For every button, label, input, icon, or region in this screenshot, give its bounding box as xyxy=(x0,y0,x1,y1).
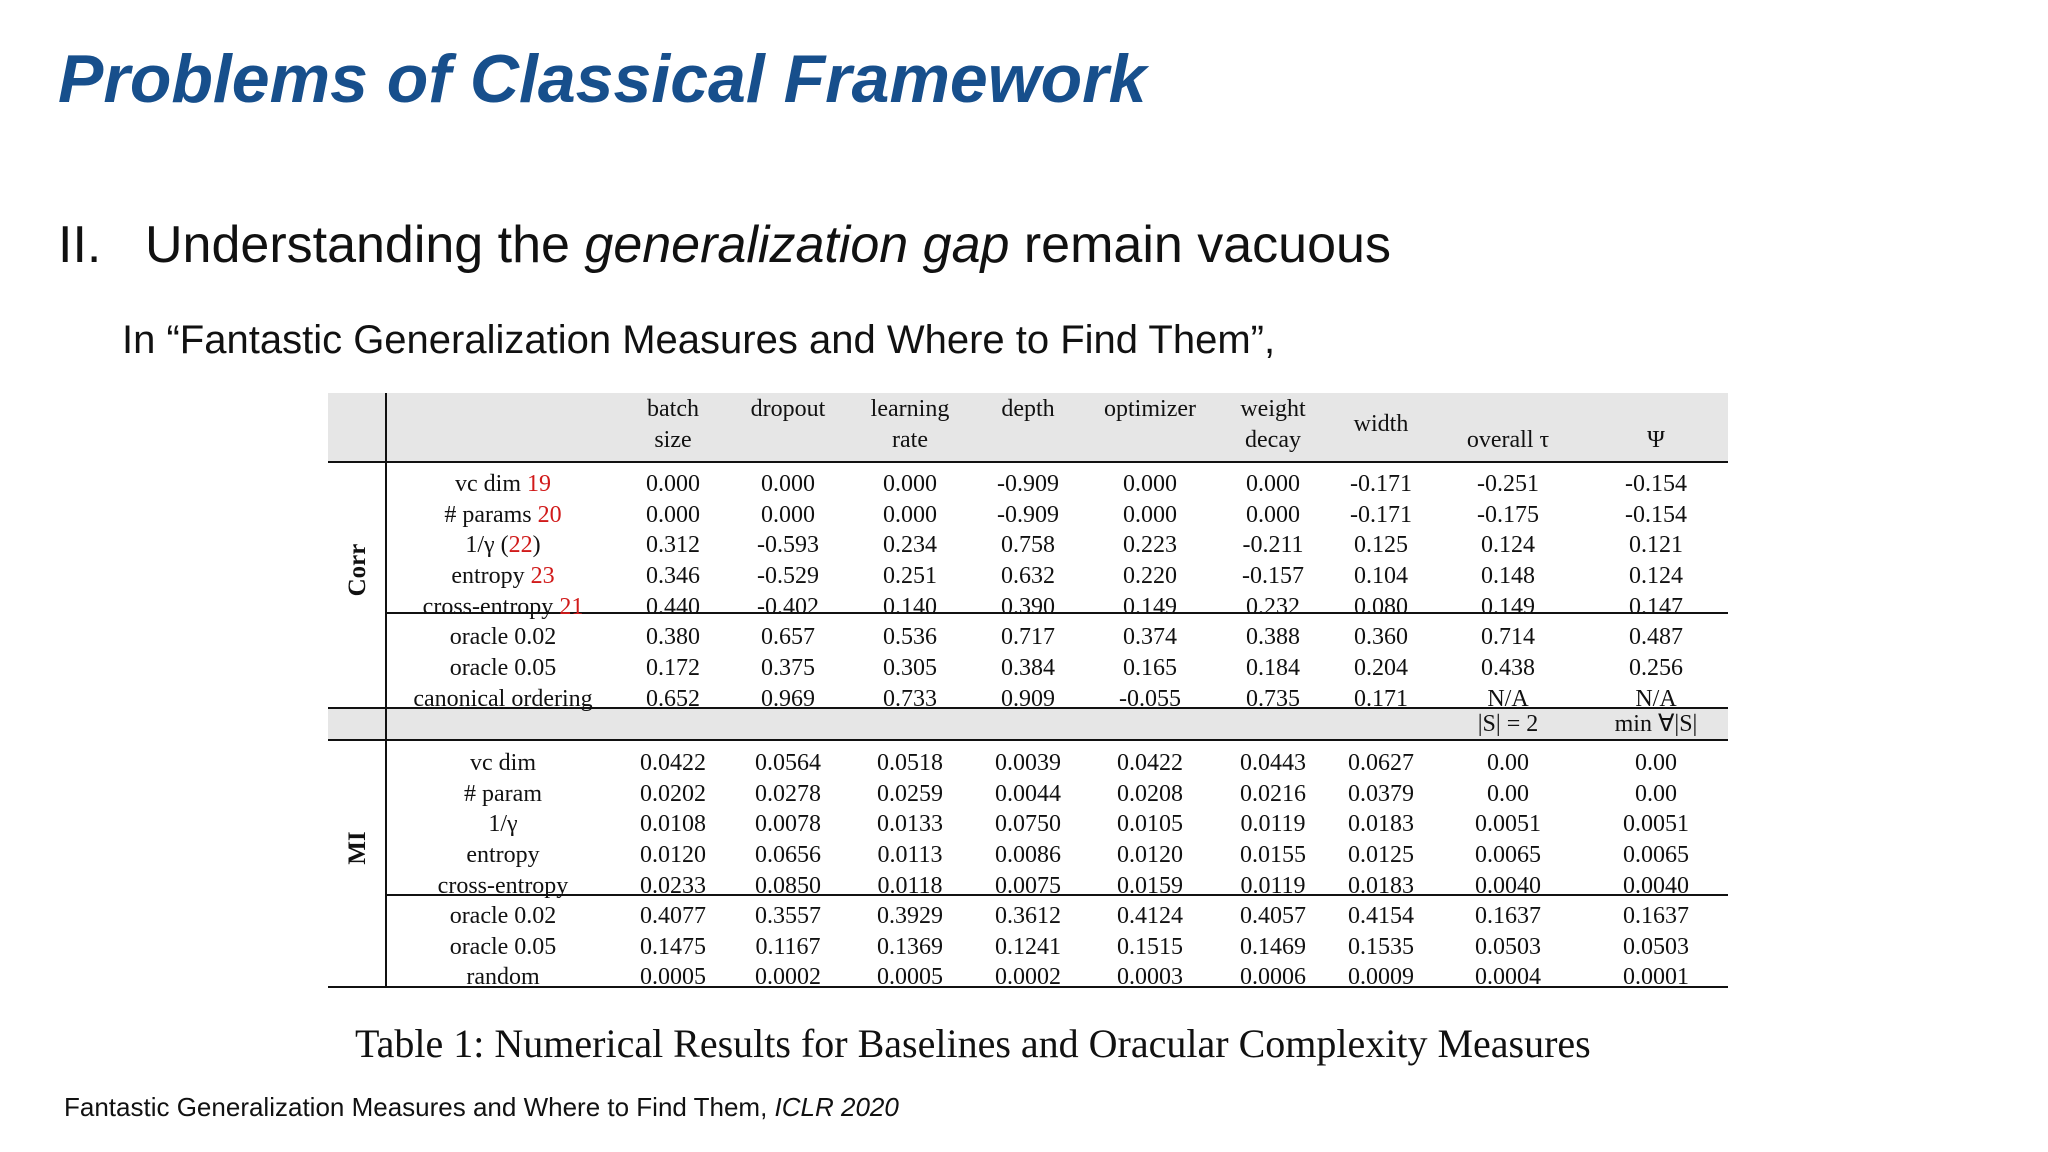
table-cell: 0.733 xyxy=(883,686,937,712)
table-cell: 0.0108 xyxy=(640,811,706,837)
table-cell: 0.305 xyxy=(883,655,937,681)
table-cell: 0.0006 xyxy=(1240,964,1306,990)
table-cell: 0.0627 xyxy=(1348,750,1414,776)
table-cell: 0.0040 xyxy=(1623,873,1689,899)
table-cell: 0.256 xyxy=(1629,655,1683,681)
table-cell: 0.251 xyxy=(883,563,937,589)
table-cell: 0.652 xyxy=(646,686,700,712)
table-cell: 0.375 xyxy=(761,655,815,681)
table-cell: -0.529 xyxy=(757,563,819,589)
table-cell: 0.374 xyxy=(1123,624,1177,650)
table-cell: 0.0044 xyxy=(995,781,1061,807)
table-cell: 0.0183 xyxy=(1348,873,1414,899)
table-cell: 0.0005 xyxy=(640,964,706,990)
column-header-line1 xyxy=(1647,394,1665,425)
column-header-line1: width xyxy=(1353,411,1409,437)
table-cell: 0.0850 xyxy=(755,873,821,899)
heading-emphasis: generalization gap xyxy=(584,216,1010,274)
table-cell: 0.3612 xyxy=(995,903,1061,929)
table-cell: 0.1369 xyxy=(877,934,943,960)
table-cell: -0.157 xyxy=(1242,563,1304,589)
citation-venue: ICLR 2020 xyxy=(774,1092,899,1122)
table-cell: 0.1241 xyxy=(995,934,1061,960)
row-label: oracle 0.02 xyxy=(449,903,557,929)
table-cell: 0.000 xyxy=(646,502,700,528)
table-cell: 0.00 xyxy=(1635,750,1677,776)
table-cell: 0.0443 xyxy=(1240,750,1306,776)
table-cell: 0.000 xyxy=(761,471,815,497)
section-heading xyxy=(58,215,1391,275)
column-header xyxy=(1240,394,1305,456)
table-cell: 0.000 xyxy=(761,502,815,528)
row-label xyxy=(450,654,557,682)
table-cell: 0.0233 xyxy=(640,873,706,899)
table-cell: 0.487 xyxy=(1629,624,1683,650)
row-label: 1/γ xyxy=(488,811,518,837)
column-header xyxy=(1647,394,1665,456)
table-cell: -0.171 xyxy=(1350,471,1412,497)
table-cell: 0.0105 xyxy=(1117,811,1183,837)
citation-ref[interactable]: 20 xyxy=(537,502,562,528)
row-label xyxy=(465,531,540,559)
table-cell: 0.0065 xyxy=(1623,842,1689,868)
column-header xyxy=(1354,394,1409,440)
table-cell: 0.0155 xyxy=(1240,842,1306,868)
table-cell: 0.184 xyxy=(1246,655,1300,681)
table-cell: 0.0216 xyxy=(1240,781,1306,807)
column-header xyxy=(1467,394,1549,456)
table-cell: 0.380 xyxy=(646,624,700,650)
row-label-text: oracle 0.05 xyxy=(449,655,557,681)
table-cell: -0.154 xyxy=(1625,502,1687,528)
column-header-line1: batch xyxy=(647,396,699,422)
table-cell: 0.0133 xyxy=(877,811,943,837)
table-cell: 0.000 xyxy=(646,471,700,497)
header-rule xyxy=(328,461,1728,463)
row-label: oracle 0.05 xyxy=(449,934,557,960)
table-cell: -0.402 xyxy=(757,594,819,620)
column-header-line1: depth xyxy=(1001,396,1055,422)
table-cell: 0.0075 xyxy=(995,873,1061,899)
citation-ref[interactable]: 19 xyxy=(527,471,551,497)
table-cell: 0.312 xyxy=(646,532,700,558)
row-label: entropy xyxy=(466,842,540,868)
table-cell: 0.1637 xyxy=(1475,903,1541,929)
table-cell: -0.175 xyxy=(1477,502,1539,528)
table-cell: 0.0113 xyxy=(877,842,943,868)
table-cell: 0.147 xyxy=(1629,594,1683,620)
row-label xyxy=(444,501,561,529)
row-label xyxy=(451,562,554,590)
table-cell: 0.0208 xyxy=(1117,781,1183,807)
table-cell: 0.0039 xyxy=(995,750,1061,776)
table-cell: 0.000 xyxy=(1123,471,1177,497)
row-label-text: 1/γ ( xyxy=(465,532,509,558)
table-cell: 0.536 xyxy=(883,624,937,650)
table-cell: -0.171 xyxy=(1350,502,1412,528)
vertical-rule xyxy=(385,393,387,988)
column-header xyxy=(1001,394,1054,425)
citation-footer xyxy=(64,1092,899,1123)
row-label xyxy=(423,593,584,621)
table-cell: 0.0125 xyxy=(1348,842,1414,868)
citation-ref[interactable]: 22 xyxy=(508,532,533,558)
row-label-text: cross-entropy xyxy=(422,594,554,620)
column-header-line2: overall τ xyxy=(1466,427,1550,453)
table-cell: 0.632 xyxy=(1001,563,1055,589)
table-cell: 0.1515 xyxy=(1117,934,1183,960)
table-cell: 0.346 xyxy=(646,563,700,589)
table-cell: 0.140 xyxy=(883,594,937,620)
row-label: # param xyxy=(464,781,542,807)
table-cell: 0.4057 xyxy=(1240,903,1306,929)
table-cell: 0.440 xyxy=(646,594,700,620)
mi-header-rule xyxy=(328,739,1728,741)
row-label xyxy=(413,685,592,713)
table-cell: 0.0120 xyxy=(1117,842,1183,868)
column-header-line2: size xyxy=(654,427,692,453)
table-cell: 0.0003 xyxy=(1117,964,1183,990)
citation-ref[interactable]: 23 xyxy=(530,563,555,589)
table-cell: 0.0051 xyxy=(1623,811,1689,837)
table-cell: 0.0004 xyxy=(1475,964,1541,990)
citation-source: Fantastic Generalization Measures and Where to Find Them, xyxy=(64,1092,768,1122)
table-cell: 0.149 xyxy=(1481,594,1535,620)
heading-number: II. xyxy=(58,216,102,274)
table-cell: -0.251 xyxy=(1477,471,1539,497)
table-cell: 0.172 xyxy=(646,655,700,681)
table-cell: 0.0051 xyxy=(1475,811,1541,837)
table-cell: N/A xyxy=(1635,686,1677,712)
table-cell: 0.000 xyxy=(883,471,937,497)
table-cell: 0.717 xyxy=(1001,624,1055,650)
row-label-suffix: ) xyxy=(532,532,541,558)
table-cell: 0.0040 xyxy=(1475,873,1541,899)
column-header-line1 xyxy=(1467,394,1549,425)
table-cell: -0.909 xyxy=(997,502,1059,528)
row-label-text: canonical ordering xyxy=(413,686,593,712)
heading-text-after: remain vacuous xyxy=(1009,216,1391,274)
table-cell: 0.4124 xyxy=(1117,903,1183,929)
row-label: vc dim xyxy=(470,750,536,776)
table-cell: -0.154 xyxy=(1625,471,1687,497)
table-cell: 0.171 xyxy=(1354,686,1408,712)
heading-text-before: Understanding the xyxy=(145,216,585,274)
table-cell: 0.3557 xyxy=(755,903,821,929)
table-cell: 0.124 xyxy=(1481,532,1535,558)
table-cell: 0.0750 xyxy=(995,811,1061,837)
table-cell: 0.0002 xyxy=(995,964,1061,990)
table-cell: -0.055 xyxy=(1119,686,1181,712)
table-cell: -0.211 xyxy=(1242,532,1304,558)
column-header-line2: rate xyxy=(892,427,928,453)
results-table xyxy=(328,388,1728,988)
table-cell: 0.220 xyxy=(1123,563,1177,589)
subheading: In “Fantastic Generalization Measures and Where to Find Them”, xyxy=(122,318,1276,362)
row-label xyxy=(455,470,551,498)
slide-title: Problems of Classical Framework xyxy=(58,41,1147,117)
table-cell: 0.000 xyxy=(1246,502,1300,528)
column-header xyxy=(751,394,826,425)
table-cell: 0.4154 xyxy=(1348,903,1414,929)
column-header-line2: Ψ xyxy=(1647,427,1665,453)
table-cell: 0.384 xyxy=(1001,655,1055,681)
table-cell: 0.0422 xyxy=(1117,750,1183,776)
table-cell: 0.388 xyxy=(1246,624,1300,650)
row-label: random xyxy=(466,964,540,990)
table-cell: -0.909 xyxy=(997,471,1059,497)
row-label-text: oracle 0.02 xyxy=(449,624,557,650)
table-cell: 0.0278 xyxy=(755,781,821,807)
table-cell: 0.125 xyxy=(1354,532,1408,558)
table-cell: 0.1475 xyxy=(640,934,706,960)
table-cell: 0.735 xyxy=(1246,686,1300,712)
mi-header-cell: min ∀|S| xyxy=(1614,711,1698,737)
table-cell: 0.0119 xyxy=(1240,873,1306,899)
column-header xyxy=(647,394,699,456)
table-cell: 0.0086 xyxy=(995,842,1061,868)
table-cell: 0.149 xyxy=(1123,594,1177,620)
column-header xyxy=(871,394,950,456)
table-cell: 0.1535 xyxy=(1348,934,1414,960)
table-cell: 0.0656 xyxy=(755,842,821,868)
table-cell: 0.148 xyxy=(1481,563,1535,589)
table-cell: 0.234 xyxy=(883,532,937,558)
column-header-line1: weight xyxy=(1240,396,1306,422)
table-cell: N/A xyxy=(1487,686,1529,712)
table-cell: 0.204 xyxy=(1354,655,1408,681)
table-cell: 0.0503 xyxy=(1475,934,1541,960)
table-cell: 0.0078 xyxy=(755,811,821,837)
table-cell: 0.00 xyxy=(1487,781,1529,807)
column-header-line1: dropout xyxy=(750,396,826,422)
row-label-text: # params xyxy=(444,502,532,528)
table-cell: 0.657 xyxy=(761,624,815,650)
table-cell: 0.0119 xyxy=(1240,811,1306,837)
table-cell: 0.223 xyxy=(1123,532,1177,558)
table-cell: 0.0422 xyxy=(640,750,706,776)
table-cell: 0.104 xyxy=(1354,563,1408,589)
row-label: cross-entropy xyxy=(437,873,569,899)
table-cell: 0.121 xyxy=(1629,532,1683,558)
table-cell: 0.124 xyxy=(1629,563,1683,589)
table-cell: 0.3929 xyxy=(877,903,943,929)
table-cell: 0.0005 xyxy=(877,964,943,990)
table-cell: 0.0065 xyxy=(1475,842,1541,868)
table-cell: 0.0002 xyxy=(755,964,821,990)
table-cell: 0.0259 xyxy=(877,781,943,807)
table-cell: 0.165 xyxy=(1123,655,1177,681)
table-cell: 0.1167 xyxy=(755,934,821,960)
mi-section-label: MI xyxy=(344,831,371,865)
table-cell: 0.0202 xyxy=(640,781,706,807)
table-cell: 0.1469 xyxy=(1240,934,1306,960)
table-cell: 0.390 xyxy=(1001,594,1055,620)
table-cell: 0.4077 xyxy=(640,903,706,929)
table-cell: 0.758 xyxy=(1001,532,1055,558)
table-cell: 0.0009 xyxy=(1348,964,1414,990)
table-caption: Table 1: Numerical Results for Baselines and Oracular Complexity Measures xyxy=(355,1021,1591,1066)
column-header xyxy=(1104,394,1196,425)
table-cell: 0.00 xyxy=(1487,750,1529,776)
row-label-text: vc dim xyxy=(455,471,521,497)
table-cell: 0.1637 xyxy=(1623,903,1689,929)
table-cell: 0.000 xyxy=(1123,502,1177,528)
table-cell: 0.969 xyxy=(761,686,815,712)
table-cell: 0.0183 xyxy=(1348,811,1414,837)
table-cell: 0.0503 xyxy=(1623,934,1689,960)
table-cell: 0.0118 xyxy=(877,873,943,899)
table-cell: 0.438 xyxy=(1481,655,1535,681)
table-cell: 0.0379 xyxy=(1348,781,1414,807)
table-cell: 0.232 xyxy=(1246,594,1300,620)
table-cell: 0.0159 xyxy=(1117,873,1183,899)
mi-header-cell: |S| = 2 xyxy=(1477,711,1539,737)
corr-section-label: Corr xyxy=(344,543,371,597)
column-header-line1: optimizer xyxy=(1104,396,1196,422)
table-cell: 0.000 xyxy=(1246,471,1300,497)
citation-ref[interactable]: 21 xyxy=(559,594,584,620)
table-cell: 0.0518 xyxy=(877,750,943,776)
table-cell: 0.0001 xyxy=(1623,964,1689,990)
column-header-line2: decay xyxy=(1245,427,1301,453)
table-cell: 0.714 xyxy=(1481,624,1535,650)
row-label-text: entropy xyxy=(451,563,525,589)
table-cell: 0.360 xyxy=(1354,624,1408,650)
table-cell: 0.080 xyxy=(1354,594,1408,620)
table-cell: 0.00 xyxy=(1635,781,1677,807)
table-cell: 0.000 xyxy=(883,502,937,528)
table-cell: 0.909 xyxy=(1001,686,1055,712)
table-cell: 0.0564 xyxy=(755,750,821,776)
row-label xyxy=(450,623,557,651)
table-cell: -0.593 xyxy=(757,532,819,558)
table-cell: 0.0120 xyxy=(640,842,706,868)
column-header-line1: learning xyxy=(870,396,950,422)
